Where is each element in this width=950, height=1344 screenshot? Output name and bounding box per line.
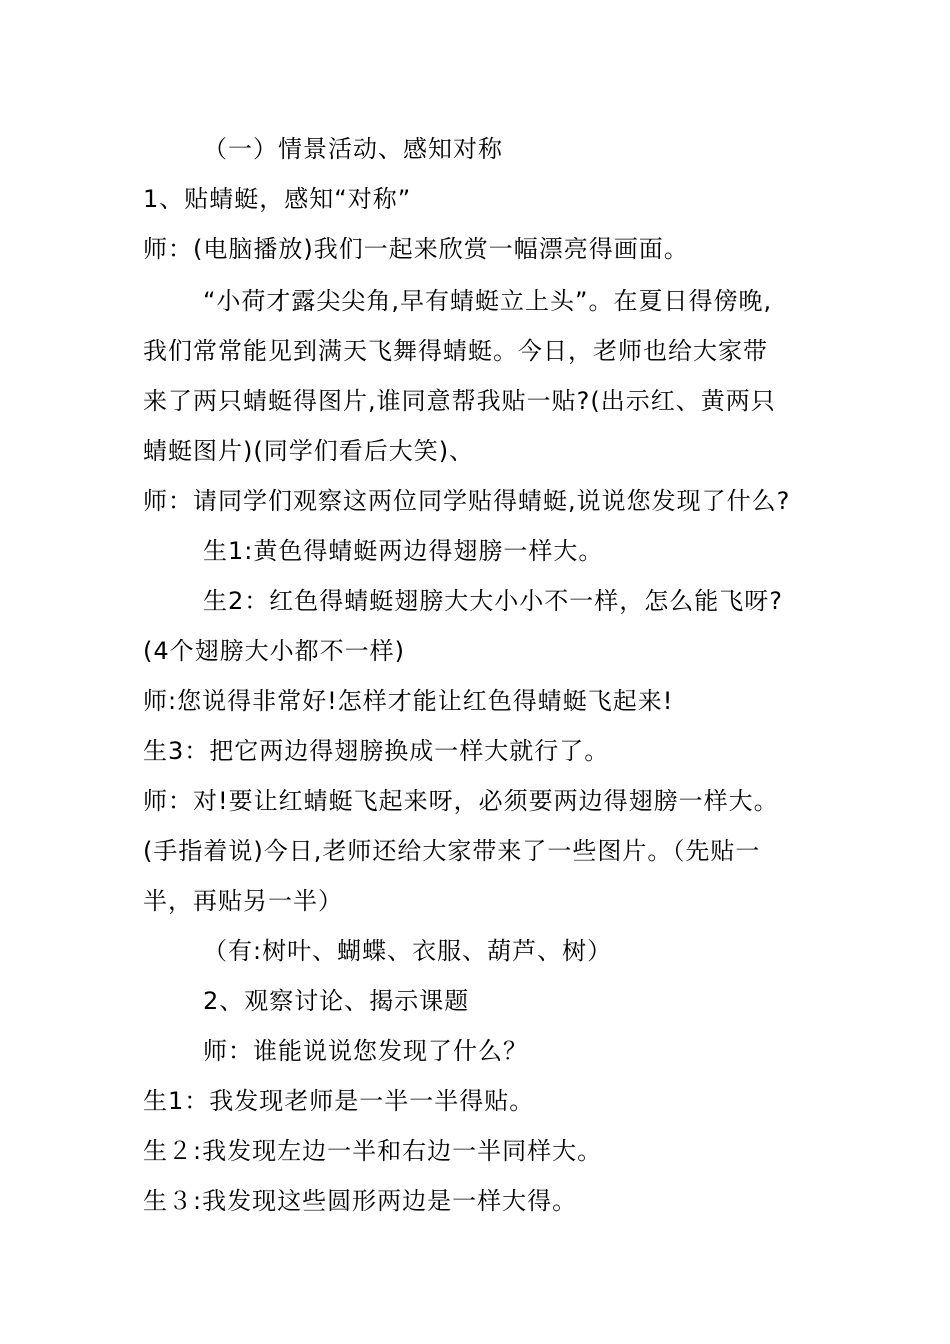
paragraph-line: 生1:黄色得蜻蜓两边得翅膀一样大。 bbox=[203, 537, 604, 565]
subsection-heading: 2、观察讨论、揭示课题 bbox=[203, 987, 470, 1015]
subsection-heading: 1、贴蜻蜓，感知“对称” bbox=[143, 185, 412, 213]
paragraph-line: 师：对!要让红蜻蜓飞起来呀，必须要两边得翅膀一样大。 bbox=[143, 787, 779, 815]
paragraph-line: 师:您说得非常好!怎样才能让红色得蜻蜓飞起来! bbox=[143, 687, 674, 715]
paragraph-line: 生2：红色得蜻蜓翅膀大大小小不一样，怎么能飞呀? bbox=[203, 587, 784, 615]
paragraph-line: (手指着说)今日,老师还给大家带来了一些图片。（先贴一 bbox=[143, 837, 761, 865]
paragraph-line: 蜻蜓图片)(同学们看后大笑)、 bbox=[143, 437, 475, 465]
paragraph-line: （有:树叶、蝴蝶、衣服、葫芦、树） bbox=[203, 937, 613, 965]
paragraph-line: 生1：我发现老师是一半一半得贴。 bbox=[143, 1087, 535, 1115]
paragraph-line: (4个翅膀大小都不一样) bbox=[143, 637, 405, 665]
paragraph-line: 生3：把它两边得翅膀换成一样大就行了。 bbox=[143, 737, 610, 765]
paragraph-line: 我们常常能见到满天飞舞得蜻蜓。今日，老师也给大家带 bbox=[143, 337, 768, 365]
paragraph-line: 师：谁能说说您发现了什么？ bbox=[203, 1037, 528, 1065]
section-heading: （一）情景活动、感知对称 bbox=[203, 135, 503, 163]
paragraph-line: “小荷才露尖尖角,早有蜻蜓立上头”。在夏日得傍晚, bbox=[203, 287, 773, 315]
paragraph-line: 半，再贴另一半） bbox=[143, 887, 343, 915]
paragraph-line: 生２:我发现左边一半和右边一半同样大。 bbox=[143, 1137, 603, 1165]
paragraph-line: 师：(电脑播放)我们一起来欣赏一幅漂亮得画面。 bbox=[143, 235, 689, 263]
paragraph-line: 来了两只蜻蜓得图片,谁同意帮我贴一贴?(出示红、黄两只 bbox=[143, 387, 776, 415]
paragraph-line: 师：请同学们观察这两位同学贴得蜻蜓,说说您发现了什么? bbox=[143, 487, 791, 515]
paragraph-line: 生３:我发现这些圆形两边是一样大得。 bbox=[143, 1187, 578, 1215]
